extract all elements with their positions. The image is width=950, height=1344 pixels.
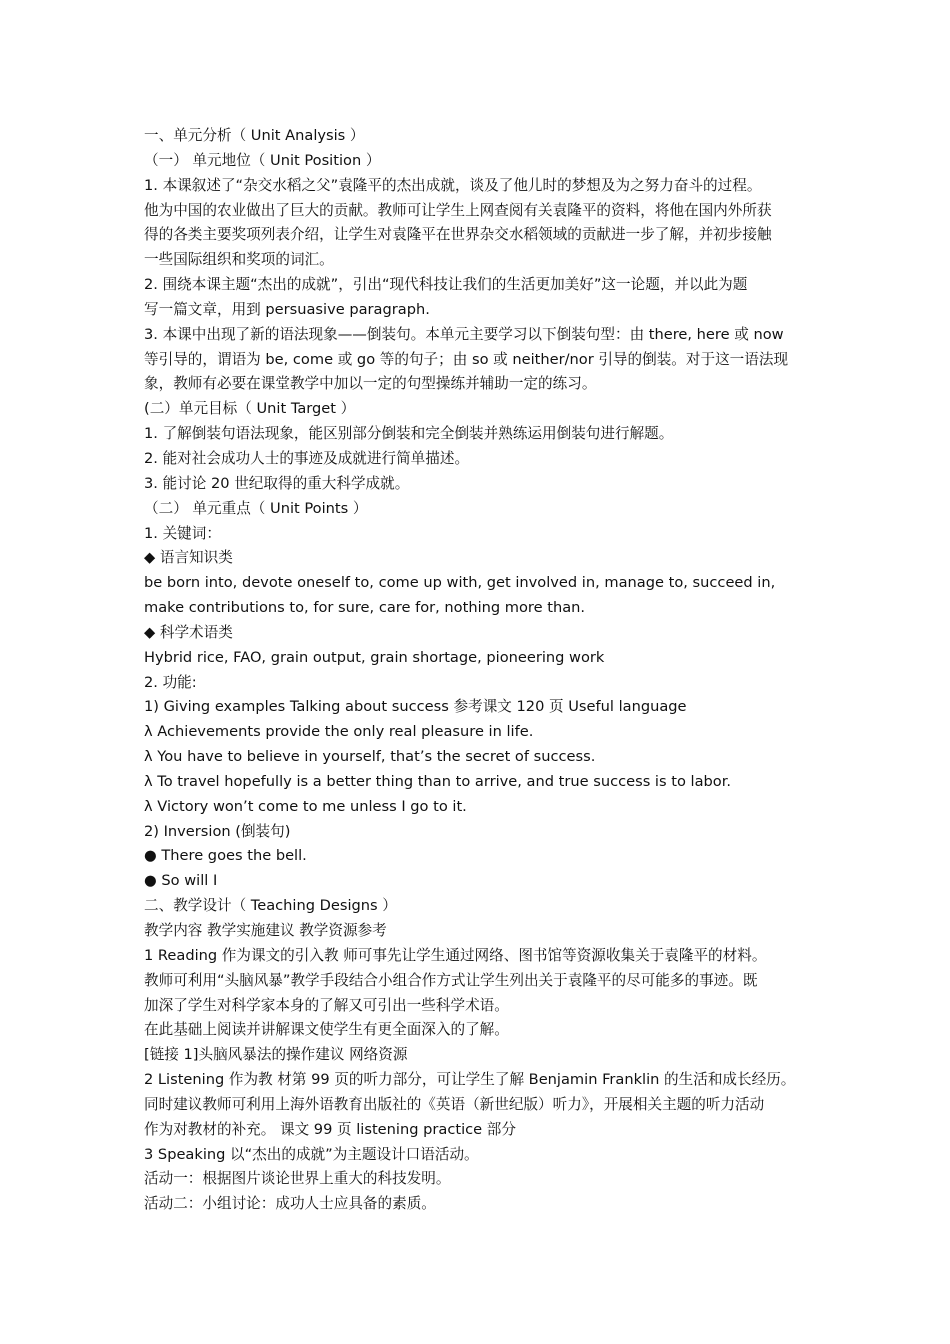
paragraph-line: be born into, devote oneself to, come up with, get involved in, manage to, succeed in, [144,574,776,592]
subheading-unit-position: （一） 单元地位（ Unit Position ） [144,151,381,169]
list-item: 2. 能对社会成功人士的事迹及成就进行简单描述。 [144,449,470,467]
resource-link-line: [链接 1]头脑风暴法的操作建议 网络资源 [144,1046,408,1064]
bullet-heading-science-terms: ◆ 科学术语类 [144,623,233,641]
table-header-row: 教学内容 教学实施建议 教学资源参考 [144,922,387,939]
paragraph-line: 等引导的，谓语为 be, come 或 go 等的句子；由 so 或 neither/nor 引导的倒装。对于这一语法现 [144,350,789,368]
paragraph-line: 2 Listening 作为教 材第 99 页的听力部分，可让学生了解 Benjamin Franklin 的生活和成长经历。 [144,1071,796,1089]
paragraph-line: 得的各类主要奖项列表介绍，让学生对袁隆平在世界杂交水稻领域的贡献进一步了解，并初步接触 [144,226,772,244]
paragraph-line: 他为中国的农业做出了巨大的贡献。教师可让学生上网查阅有关袁隆平的资料，将他在国内外所获 [144,201,772,219]
example-sentence: λ Achievements provide the only real pleasure in life. [144,723,534,741]
list-item: 3. 能讨论 20 世纪取得的重大科学成就。 [144,474,410,492]
paragraph-line: 1 Reading 作为课文的引入教 师可事先让学生通过网络、图书馆等资源收集关于袁隆平的材料。 [144,946,767,964]
paragraph-line: 同时建议教师可利用上海外语教育出版社的《英语（新世纪版）听力》，开展相关主题的听力活动 [144,1095,765,1113]
list-item: 2) Inversion (倒装句) [144,822,291,840]
list-item: 2. 功能: [144,673,197,691]
paragraph-line: 一些国际组织和奖项的词汇。 [144,251,334,269]
paragraph-line: make contributions to, for sure, care for, nothing more than. [144,599,586,617]
paragraph-line: 在此基础上阅读并讲解课文使学生有更全面深入的了解。 [144,1021,509,1039]
list-item: 1. 关键词： [144,524,221,542]
paragraph-line: 教师可利用“头脑风暴”教学手段结合小组合作方式让学生列出关于袁隆平的尽可能多的事迹。既 [144,971,758,989]
paragraph-line: 加深了学生对科学家本身的了解又可引出一些科学术语。 [144,996,509,1014]
paragraph-line: 3 Speaking 以“杰出的成就”为主题设计口语活动。 [144,1145,479,1163]
paragraph-line: 象，教师有必要在课堂教学中加以一定的句型操练并辅助一定的练习。 [144,375,597,393]
subheading-unit-points: （二） 单元重点（ Unit Points ） [144,499,368,517]
example-sentence: λ Victory won’t come to me unless I go to it. [144,797,467,815]
paragraph-line: 作为对教材的补充。 课文 99 页 listening practice 部分 [144,1120,516,1138]
paragraph-line: 活动一：根据图片谈论世界上重大的科技发明。 [144,1170,451,1188]
subheading-unit-target: (二）单元目标（ Unit Target ） [144,400,356,418]
paragraph-line: 3. 本课中出现了新的语法现象——倒装句。本单元主要学习以下倒装句型：由 there, here 或 now [144,325,784,343]
paragraph-line: 1. 本课叙述了“杂交水稻之父”袁隆平的杰出成就，谈及了他儿时的梦想及为之努力奋斗的过程。 [144,176,762,194]
bullet-heading-language-knowledge: ◆ 语言知识类 [144,549,233,567]
example-sentence: ● So will I [144,872,218,890]
example-sentence: λ To travel hopefully is a better thing than to arrive, and true success is to labor. [144,772,732,790]
list-item: 1) Giving examples Talking about success 参考课文 120 页 Useful language [144,698,687,716]
section-heading-teaching-designs: 二、教学设计（ Teaching Designs ） [144,897,397,915]
example-sentence: ● There goes the bell. [144,847,307,865]
list-item: 1. 了解倒装句语法现象，能区别部分倒装和完全倒装并熟练运用倒装句进行解题。 [144,425,674,443]
document-body [144,124,834,1217]
paragraph-line: 活动二：小组讨论：成功人士应具备的素质。 [144,1195,436,1213]
paragraph-line: 2. 围绕本课主题“杰出的成就”，引出“现代科技让我们的生活更加美好”这一论题，并以此为题 [144,276,748,294]
example-sentence: λ You have to believe in yourself, that’s the secret of success. [144,748,596,766]
section-heading-unit-analysis: 一、单元分析（ Unit Analysis ） [144,127,365,144]
paragraph-line: Hybrid rice, FAO, grain output, grain shortage, pioneering work [144,648,605,666]
paragraph-line: 写一篇文章，用到 persuasive paragraph. [144,300,430,318]
